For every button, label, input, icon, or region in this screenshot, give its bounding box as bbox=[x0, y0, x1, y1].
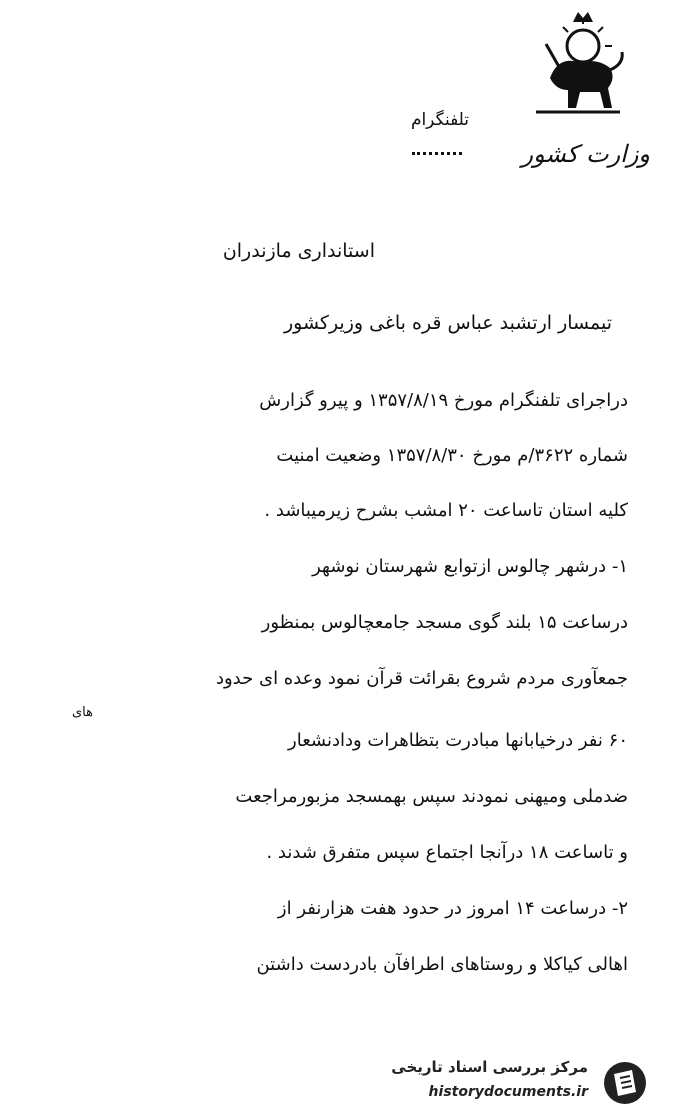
body-line: ۶۰ نفر درخیابانها مبادرت بتظاهرات ودادنشعار bbox=[288, 730, 628, 751]
watermark-title: مرکز بررسی اسناد تاریخی bbox=[391, 1058, 588, 1076]
body-line: کلیه استان تاساعت ۲۰ امشب بشرح زیرمیباشد . bbox=[264, 500, 628, 521]
marginal-note: های bbox=[72, 705, 93, 720]
archive-logo-icon bbox=[602, 1060, 648, 1106]
body-line: شماره ۳۶۲۲/م مورخ ۱۳۵۷/۸/۳۰ وضعیت امنیت bbox=[276, 445, 628, 466]
body-line: دراجرای تلفنگرام مورخ ۱۳۵۷/۸/۱۹ و پیرو گزارش bbox=[259, 390, 628, 411]
body-line: ۱- درشهر چالوس ازتوابع شهرستان نوشهر bbox=[312, 556, 628, 577]
lion-and-sun-emblem-icon bbox=[528, 8, 628, 120]
salutation: تیمسار ارتشبد عباس قره باغی وزیرکشور bbox=[283, 312, 612, 334]
body-line: جمعآوری مردم شروع بقرائت قرآن نمود وعده ای حدود bbox=[215, 668, 628, 689]
body-line: ۲- درساعت ۱۴ امروز در حدود هفت هزارنفر از bbox=[277, 898, 628, 919]
ministry-name: وزارت کشور bbox=[521, 140, 650, 168]
body-line: درساعت ۱۵ بلند گوی مسجد جامعچالوس بمنظور bbox=[261, 612, 628, 633]
body-line: اهالی کیاکلا و روستاهای اطرافآن بادردست داشتن bbox=[256, 954, 628, 975]
body-line: ضدملی ومیهنی نمودند سپس بهمسجد مزبورمراجعت bbox=[235, 786, 628, 807]
body-line: و تاساعت ۱۸ درآنجا اجتماع سپس متفرق شدند . bbox=[266, 842, 628, 863]
document-type: تلفنگرام bbox=[410, 110, 470, 130]
addressee: استانداری مازندران bbox=[222, 240, 375, 262]
divider bbox=[412, 152, 462, 160]
watermark-url: historydocuments.ir bbox=[428, 1084, 588, 1100]
watermark bbox=[391, 1056, 648, 1110]
